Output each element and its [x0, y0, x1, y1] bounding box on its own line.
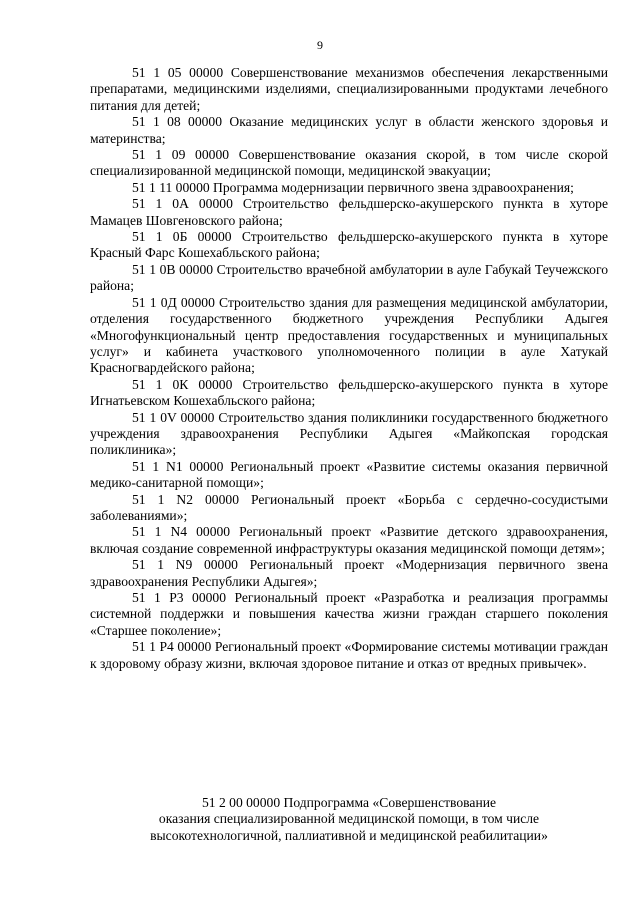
paragraph: 51 1 N2 00000 Региональный проект «Борьба с сердечно-сосудистыми заболеваниями»;: [90, 491, 608, 523]
paragraph: 51 1 0К 00000 Строительство фельдшерско-акушерского пункта в хуторе Игнатьевском Кошехабльского района;: [90, 376, 608, 409]
heading-line: оказания специализированной медицинской помощи, в том числе: [158, 811, 540, 827]
paragraph: 51 1 P3 00000 Региональный проект «Разработка и реализация программы системной поддержки и повышения качества жизни граждан старшего поколения «Старшее поколение»;: [90, 590, 608, 638]
paragraph: 51 1 05 00000 Совершенствование механизмов обеспечения лекарственными препаратами, медицинскими изделиями, специализированными продуктами лечебного питания для детей;: [90, 65, 608, 113]
paragraph: 51 1 0В 00000 Строительство врачебной амбулатории в ауле Габукай Теучежского района;: [90, 261, 608, 294]
paragraph: 51 1 N4 00000 Региональный проект «Развитие детского здравоохранения, включая создание современной инфраструктуры оказания медицинской помощи детям»;: [90, 524, 608, 556]
paragraph: 51 1 0А 00000 Строительство фельдшерско-акушерского пункта в хуторе Мамацев Шовгеновского района;: [90, 196, 608, 228]
subprogram-heading: [90, 795, 608, 844]
paragraph: 51 1 N1 00000 Региональный проект «Развитие системы оказания первичной медико-санитарной помощи»;: [90, 458, 608, 491]
paragraph: 51 1 08 00000 Оказание медицинских услуг в области женского здоровья и материнства;: [90, 114, 608, 146]
paragraph: 51 1 0Д 00000 Строительство здания для размещения медицинской амбулатории, отделения государственного бюджетного учреждения Республики Адыгея «Многофункциональный центр предоставления государственных и муниципальных услуг» и кабинета участкового уполномоченного полиции в ауле Хатукай Красногвардейского района;: [90, 294, 608, 376]
paragraph: 51 1 N9 00000 Региональный проект «Модернизация первичного звена здравоохранения Республики Адыгея»;: [90, 557, 608, 589]
document-body: [90, 65, 608, 672]
paragraph: 51 1 0V 00000 Строительство здания поликлиники государственного бюджетного учреждения здравоохранения Республики Адыгея «Майкопская городская поликлиника»;: [90, 409, 608, 458]
paragraph: 51 1 0Б 00000 Строительство фельдшерско-акушерского пункта в хуторе Красный Фарс Кошехабльского района;: [90, 229, 608, 261]
page-number: 9: [317, 38, 323, 52]
paragraph: 51 1 09 00000 Совершенствование оказания скорой, в том числе скорой специализированной медицинской помощи, медицинской эвакуации;: [90, 147, 608, 179]
heading-line: высокотехнологичной, паллиативной и медицинской реабилитации»: [150, 827, 548, 843]
paragraph: 51 1 P4 00000 Региональный проект «Формирование системы мотивации граждан к здоровому образу жизни, включая здоровое питание и отказ от вредных привычек».: [90, 639, 608, 671]
heading-line: 51 2 00 00000 Подпрограмма «Совершенствование: [201, 795, 497, 810]
paragraph: 51 1 11 00000 Программа модернизации первичного звена здравоохранения;: [132, 179, 574, 195]
